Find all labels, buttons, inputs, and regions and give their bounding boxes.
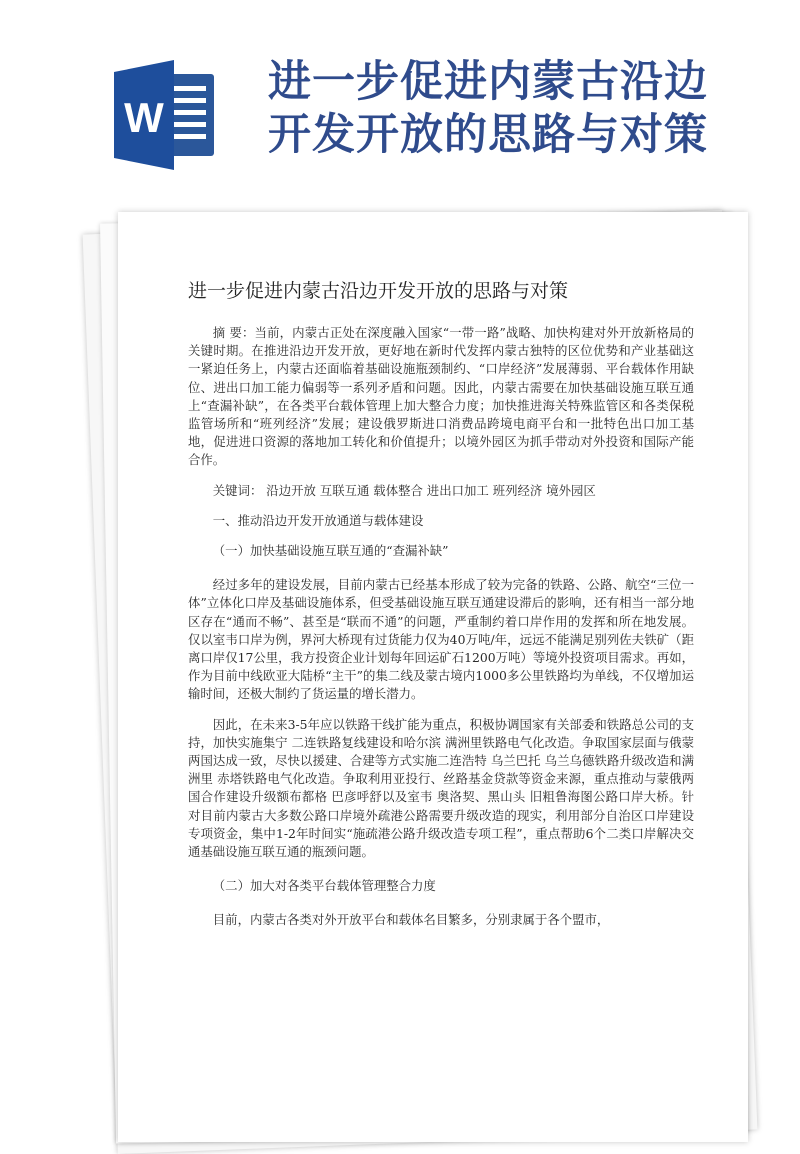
banner-title-line-2: 开发开放的思路与对策 bbox=[268, 110, 708, 160]
abstract-paragraph: 摘 要：当前，内蒙古正处在深度融入国家“一带一路”战略、加快构建对外开放新格局的关键时期。在推进沿边开发开放，更好地在新时代发挥内蒙古独特的区位优势和产业基础这一紧迫任务上，内蒙古还面临着基础设施瓶颈制约、“口岸经济”发展薄弱、平台载体作用缺位、进出口加工能力偏弱等一系列矛盾和问题。因此，内蒙古需要在加快基础设施互联互通上“查漏补缺”，在各类平台载体管理上加大整合力度；加快推进海关特殊监管区和各类保税监管场所和“班列经济”发展；建设俄罗斯进口消费品跨境电商平台和一批特色出口加工基地，促进进口资源的落地加工转化和价值提升；以境外园区为抓手带动对外投资和国际产能合作。 bbox=[188, 325, 694, 468]
body-paragraph-3: 目前，内蒙古各类对外开放平台和载体名目繁多，分别隶属于各个盟市， bbox=[212, 912, 610, 928]
body-paragraph-1: 经过多年的建设发展，目前内蒙古已经基本形成了较为完备的铁路、公路、航空“三位一体”立体化口岸及基础设施体系，但受基础设施互联互通建设滞后的影响，还有相当一部分地区存在“通而不畅”、甚至是“联而不通”的问题，严重制约着口岸作用的发挥和所在地发展。仅以室韦口岸为例，界河大桥现有过货能力仅为40万吨/年，远远不能满足别列佐夫铁矿（距离口岸仅17公里，我方投资企业计划每年回运矿石1200万吨）等境外投资项目需求。再如，作为目前中线欧亚大陆桥“主干”的集二线及蒙古境内1000多公里铁路均为单线，不仅增加运输时间，还极大制约了货运量的增长潜力。 bbox=[188, 577, 694, 702]
banner-title-line-1: 进一步促进内蒙古沿边 bbox=[268, 57, 708, 107]
subsection-heading-1: （一）加快基础设施互联互通的“查漏补缺” bbox=[212, 543, 449, 559]
banner-header bbox=[0, 0, 800, 205]
document-title: 进一步促进内蒙古沿边开发开放的思路与对策 bbox=[188, 280, 569, 302]
subsection-heading-2: （二）加大对各类平台载体管理整合力度 bbox=[212, 878, 436, 894]
word-document-icon bbox=[112, 60, 220, 170]
document-body bbox=[188, 324, 694, 930]
banner-title bbox=[268, 56, 788, 162]
keywords-line: 关键词： 沿边开放 互联互通 载体整合 进出口加工 班列经济 境外园区 bbox=[212, 482, 596, 498]
section-heading-1: 一、推动沿边开发开放通道与载体建设 bbox=[212, 512, 424, 528]
document-page bbox=[118, 212, 748, 1142]
body-paragraph-2: 因此，在未来3-5年应以铁路干线扩能为重点，积极协调国家有关部委和铁路总公司的支持，加快实施集宁 二连铁路复线建设和哈尔滨 满洲里铁路电气化改造。争取国家层面与俄蒙两国达成一致，尽快以援建、合建等方式实施二连浩特 乌兰巴托 乌兰乌德铁路升级改造和满洲里 赤塔铁路电气化改造。争取利用亚投行、丝路基金贷款等资金来源，重点推动与蒙俄两国合作建设升级额布都格 巴彦呼舒以及室韦 奥洛契、黑山头 旧粗鲁海图公路口岸大桥。针对目前内蒙古大多数公路口岸境外疏港公路需要升级改造的现实，利用部分自治区口岸建设专项资金，集中1-2年时间实“施疏港公路升级改造专项工程”，重点帮助6个二类口岸解决交通基础设施互联互通的瓶颈问题。 bbox=[188, 716, 694, 860]
word-icon-letter: W bbox=[124, 94, 164, 141]
